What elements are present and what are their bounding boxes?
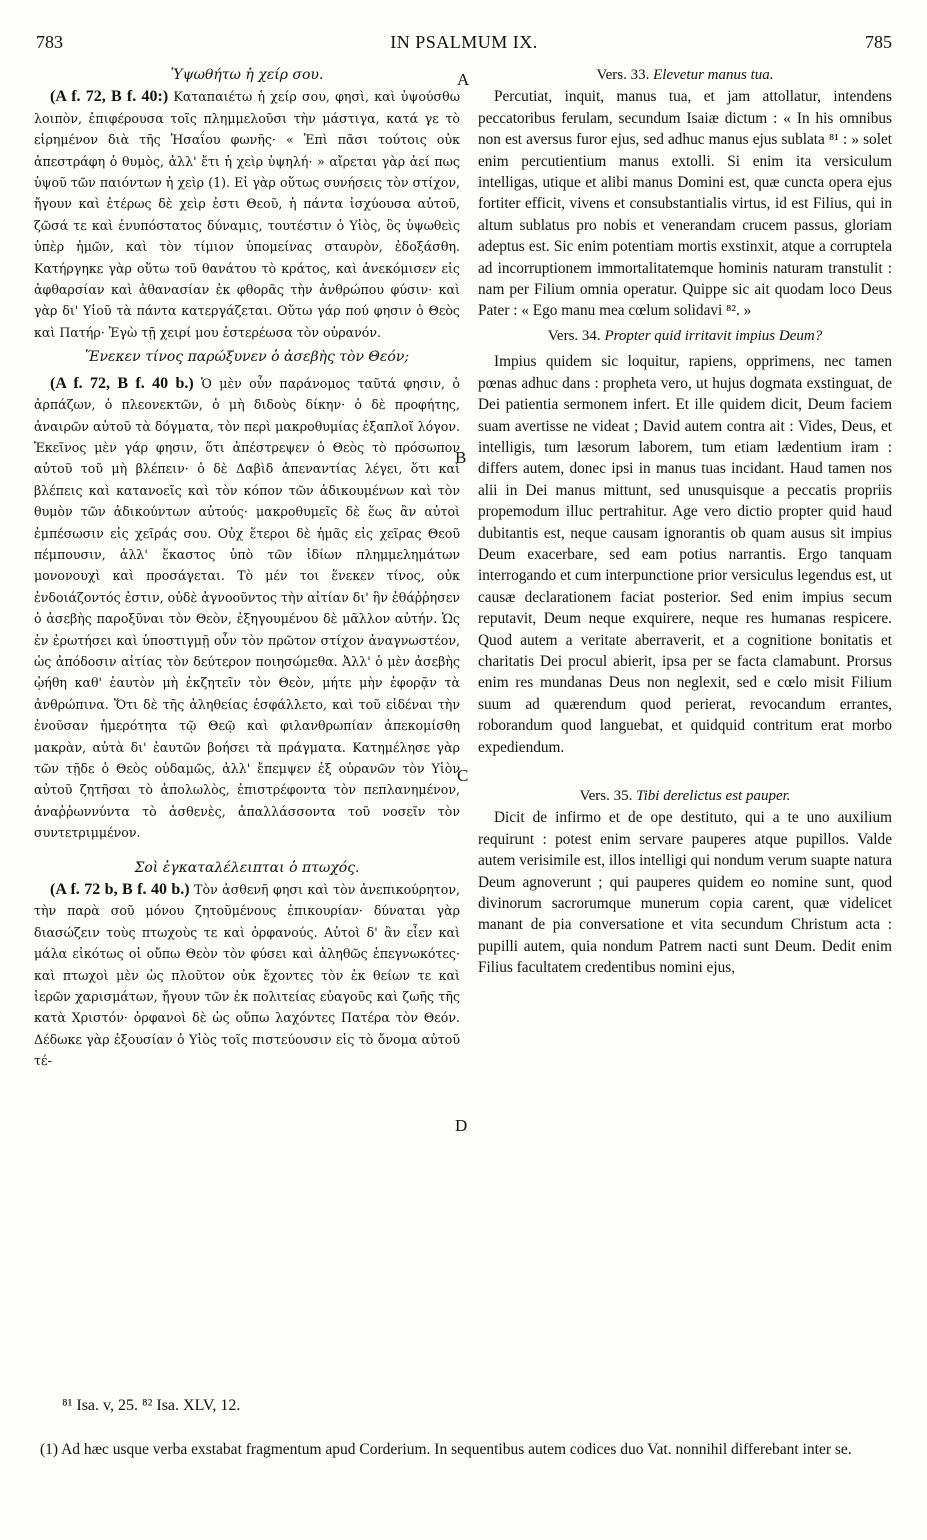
page-number-right: 785 — [865, 32, 892, 52]
verse-number: Vers. 34. — [547, 327, 601, 344]
editorial-footnote: (1) Ad hæc usque verba exstabat fragmentum apud Corderium. In sequentibus autem codices duo Vat. nonnihil differebant inter se. — [40, 1441, 852, 1458]
margin-letter-c: C — [457, 766, 469, 785]
running-header — [36, 32, 892, 58]
greek-paragraph-2 — [34, 373, 460, 844]
margin-letter-a: A — [457, 70, 470, 89]
latin-lemma-2 — [478, 326, 892, 347]
lemma-text: Tibi derelictus est pauper. — [636, 788, 791, 804]
latin-paragraph-1: Percutiat, inquit, manus tua, et jam attollatur, intendens peccatoribus ferulam, secundum Isaiæ dictum : « In his omnibus non est aversus furor ejus, sed adhuc manus ejus sublata ⁸¹ : » solet enim percutientium manus extolli. Si enim ita versiculum intelligas, utique et alibi manus Domini est, quæ cuncta opera ejus fortiter efficit, vivens et consubstantialis virtus, id est Filius, qui in altum sublatus pro nobis et venerandam crucem passus, gloriam adeptus est. Sic enim potentiam mortis exstinxit, atque a corruptela ad incorruptionem immortalitatemque hominis naturam transtulit : nam per Filium omnia operatur. Quippe sic ait quodam loco Deus Pater : « Ego manu mea cœlum solidavi ⁸². » — [478, 88, 892, 320]
latin-lemma-3 — [478, 786, 892, 807]
running-title: IN PSALMUM IX. — [390, 32, 538, 52]
margin-letter-d: D — [455, 1116, 468, 1135]
greek-lemma-2: Ἕνεκεν τίνος παρώξυνεν ὁ ἀσεβὴς τὸν Θεόν; — [84, 349, 410, 366]
latin-column — [478, 65, 892, 979]
greek-text: Καταπαιέτω ἡ χείρ σου, φησὶ, καὶ ὑψούσθω λοιπὸν, ἐπιφέρουσα τοῖς πλημμελοῦσι τὴν μάστιγα, κατά γε τὸ εἰρημένον διὰ τῆς Ἡσαΐου φωνῆς· « Ἐπὶ πᾶσι τούτοις οὐκ ἀπεστράφη ὁ θυμὸς, ἀλλ' ἔτι ἡ χεὶρ ὑψηλή· » αἴρεται γὰρ ἀεί πως ὑψοῦ τῶν παιόντων ἡ χεὶρ (1). Εἰ γὰρ οὕτως συνήσεις τὸν στίχον, ἤγουν καὶ ἑτέρως δὲ χεὶρ ἐστι Θεοῦ, ἡ πάντα ἰσχύουσα αὐτοῦ, ζῶσά τε καὶ ἐνυπόστατος δύναμις, τουτέστιν ὁ Υἱὸς, ὃς ὑψωθεὶς ὑπὲρ ἡμῶν, καὶ τὸν τίμιον ὑπομείνας σταυρὸν, ἐδοξάσθη. Κατήργηκε γὰρ οὕτω τοῦ θανάτου τὸ κράτος, καὶ ἀνεκόμισεν εἰς ἀφθαρσίαν καὶ ἀθανασίαν ἐκ φθορᾶς τὴν ἀνθρώπου φύσιν· καὶ γὰρ δι' Υἱοῦ τὰ πάντα κατεργάζεται. Οὕτω γάρ πού φησιν ὁ Θεὸς καὶ Πατήρ· Ἐγὼ τῇ χειρί μου ἐστερέωσα τὸν οὐρανόν. — [34, 89, 461, 340]
latin-lemma-1 — [478, 65, 892, 86]
greek-lemma-1: Ὑψωθήτω ἡ χείρ σου. — [170, 67, 324, 83]
lemma-text: Propter quid irritavit impius Deum? — [604, 327, 823, 344]
latin-paragraph-2: Impius quidem sic loquitur, rapiens, opprimens, nec tamen pœnas adhuc dans : propheta vero, ut hujus dogmata exstinguat, de Dei patientia sermonem infert. Et ille quidem dicit, Deum faciem suam avertisse ne videat ; David autem contra ait : Vides, Deus, et intelligis, tum læsorum laborem, tum etiam lædentium iram : differs autem, donec ipsi in manus tuas incidant. Haud tamen nos alii in Dei manus mittunt, sed unusquisque a peccatis propriis propemodum illuc pertrahitur. Age vero dictio propter quid haud dubitantis est, neque causam ignorantis ob quam ausus sit impius Deum exacerbare, sed eam potius narrantis. Ergo tanquam interrogando et cum interpunctione prior versiculus legendus est, ut causæ declarationem faciat posterior. Sed enim impius secum reputavit, Deum neque exquirere, neque res humanas respicere. Quod autem a veritate aberraverit, et a cognitione bonitatis et charitatis Dei procul abierit, ipsa per se facta clamabunt. Prorsus enim res mundanas Deus non neglexit, sed e cœlo misit Filium suum ad quærendum quod perierat, revocandum errantes, roborandum quod languebat, et quidquid contritum erat morbo expediendum. — [478, 353, 892, 756]
latin-paragraph-3: Dicit de infirmo et de ope destituto, qui a te uno auxilium requirunt : potest enim servare pauperes atque pupillos. Valde autem verisimile est, illos intelligi qui nondum verum suapte natura Deum agnoverunt ; qui pauperes quidem eo nomine sunt, quod divinorum sacrorumque munerum copia carent, quæ videlicet manant de pia conversatione et vita secundum Christum acta : pupilli autem, quia nondum Patrem nacti sunt Deum. Dedit enim Filius facultatem credentibus nomini ejus, — [478, 809, 892, 977]
verse-number: Vers. 35. — [579, 788, 633, 804]
greek-paragraph-1 — [34, 86, 460, 343]
scripture-footnotes: ⁸¹ Isa. v, 25. ⁸² Isa. XLV, 12. — [62, 1397, 241, 1414]
greek-lemma-3: Σοὶ ἐγκαταλέλειπται ὁ πτωχός. — [134, 859, 360, 876]
greek-column — [34, 65, 460, 1072]
greek-text: Τὸν ἀσθενῆ φησι καὶ τὸν ἀνεπικούρητον, τὴν παρὰ σοῦ μόνου ζητοῦμένους ἐπικουρίαν· δύναται γὰρ διασώζειν τοὺς πτωχοὺς τε καὶ ὀρφανούς. Αὐτοὶ δ' ἂν εἶεν καὶ μάλα εἰκότως οἱ οὔπω Θεὸν τὸν φύσει καὶ ἀληθῶς ἐπεγνωκότες· καὶ πτωχοὶ μὲν ὡς πλοῦτον οὐκ ἔχοντες τὸν ἐκ θείων τε καὶ ἱερῶν χαρισμάτων, ἤγουν τῶν ἐκ πολιτείας εὐαγοῦς καὶ ζωῆς τῆς κατὰ Χριστόν· ὀρφανοὶ δὲ ὡς οὔπω λαχόντες Πατέρα τὸν Θεόν. Δέδωκε γὰρ ἐξουσίαν ὁ Υἱὸς τοῖς πιστεύουσιν εἰς τὸ ὄνομα αὐτοῦ τέ- — [34, 882, 460, 1069]
lemma-text: Elevetur manus tua. — [653, 67, 774, 83]
page-number-left: 783 — [36, 32, 63, 52]
greek-text: Ὁ μὲν οὖν παράνομος ταῦτά φησιν, ὁ ἁρπάζων, ὁ πλεονεκτῶν, ὁ μὴ διδοὺς δίκην· ὁ δὲ προφήτης, ἀναιρῶν αὐτοῦ τὰ δόγματα, τὸν περὶ μακροθυμίας ἐξαπλοῖ λόγον. Ἐκεῖνος μὲν γάρ φησιν, ὅτι ἀπέστρεψεν ὁ Θεὸς τὸ πρόσωπον αὐτοῦ τοῦ μὴ βλέπειν· ὁ δὲ Δαβὶδ ἀπεναντίας λέγει, ὅτι καὶ βλέπεις καὶ κατανοεῖς καὶ τὸν κόπον τῶν ἀδικουμένων καὶ τὸν θυμὸν τῶν ἀδικούντων αὐτούς· μακροθυμεῖς δὲ ἕως ἂν αὐτοὶ ἐμπέσωσιν εἰς χεῖράς σου. Οὐχ ἕτεροι δὲ ἡμᾶς εἰς χεῖρας Θεοῦ πέμπουσιν, ἀλλ' ἕκαστος ὑπὸ τῶν ἰδίων πλημμελημάτων μονονουχὶ καὶ προσάγεται. Τὸ μέν τοι ἕνεκεν τίνος, οὐκ ἐνδοιάζοντός ἐστιν, οὐδὲ ἀγνοοῦντος τὴν αἰτίαν δι' ἣν ἐθάῤῥησεν ὁ ἀσεβὴς παροξῦναι τὸν Θεὸν, ἐξηγουμένου δὲ μᾶλλον αὐτήν. Ὡς ἐν ἐρωτήσει καὶ ὑποστιγμῇ οὖν τὸν πρῶτον στίχον ἀναγνωστέον, ὡς ἀπόδοσιν αἰτίας τὸν δεύτερον ποιησώμεθα. Ἀλλ' ὁ μὲν ἀσεβὴς ᾠήθη καθ' ἑαυτὸν μὴ ἐκζητεῖν τὸν Θεὸν, μήτε μὴν ἐφορᾷν τὰ ἀνθρώπινα. Ὅτι δὲ τῆς ἀληθείας ἐσφάλλετο, καὶ τοῦ εἰδέναι τὴν ἐνοῦσαν ἡμερότητα τῷ Θεῷ καὶ φιλανθρωπίαν ἀπεκομίσθη μακρὰν, αὐτὰ δι' ἑαυτῶν βοήσει τὰ πράγματα. Κατημέλησε γὰρ τῶν τῇδε ὁ Θεὸς οὐδαμῶς, ἀλλ' ἔπεμψεν ἐξ οὐρανῶν τὸν Υἱὸν αὐτοῦ ζητῆσαι τὸ ἀπολωλὸς, ἐπιστρέφοντα τὸν πεπλανημένον, ἀναῤῥωννύντα τὸ ἀσθενὲς, ἀπαλλάσσοντα τοῦ νοσεῖν τὸν συντετριμμένον. — [34, 375, 460, 841]
codex-reference: (A f. 72, B f. 40 b.) — [50, 374, 194, 392]
verse-number: Vers. 33. — [596, 67, 650, 83]
margin-letter-b: B — [455, 448, 467, 467]
greek-paragraph-3 — [34, 879, 460, 1072]
codex-reference: (A f. 72, B f. 40:) — [50, 88, 169, 106]
codex-reference: (A f. 72 b, B f. 40 b.) — [50, 881, 190, 899]
